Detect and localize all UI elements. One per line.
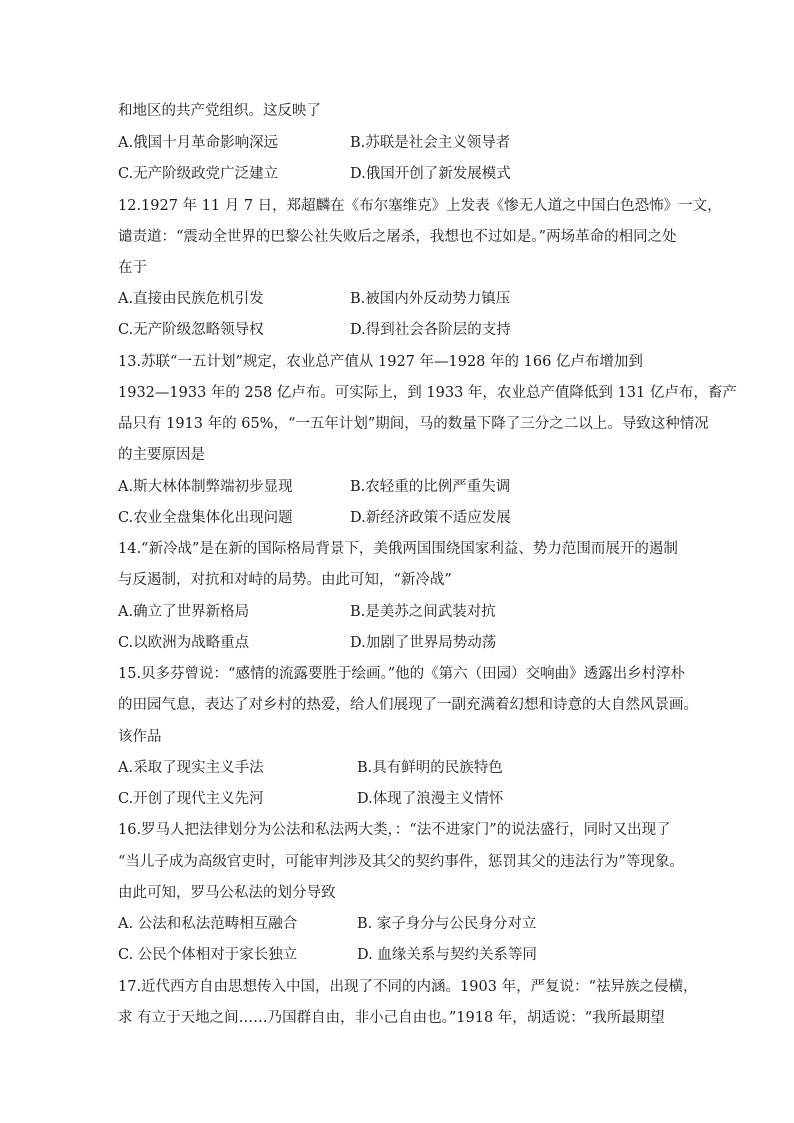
q13-option-c: C.农业全盘集体化出现问题: [118, 510, 293, 526]
q15-option-c: C.开创了现代主义先河: [118, 791, 264, 807]
q16-option-a: A. 公法和私法范畴相互融合: [118, 916, 298, 932]
q12-stem-line-3: 在于: [118, 260, 147, 276]
q13-option-b: B.农轻重的比例严重失调: [350, 479, 511, 495]
q16-stem-line-3: 由此可知，罗马公私法的划分导致: [118, 885, 336, 901]
q11-option-b: B.苏联是社会主义领导者: [350, 135, 511, 151]
q13-option-a: A.斯大林体制弊端初步显现: [118, 479, 293, 495]
q17-stem-line-1: 17.近代西方自由思想传入中国，出现了不同的内涵。1903 年，严复说：“祛异族之侵横，: [118, 979, 698, 995]
q16-option-b: B. 家子身分与公民身分对立: [357, 916, 537, 932]
q13-option-d: D.新经济政策不适应发展: [350, 510, 511, 526]
q12-stem-line-1: 12.1927 年 11 月 7 日，郑超麟在《布尔塞维克》上发表《惨无人道之中国白色恐怖》一文，: [118, 198, 722, 214]
q16-option-c: C. 公民个体相对于家长独立: [118, 947, 298, 963]
q15-stem-line-3: 该作品: [118, 729, 162, 745]
q14-option-a: A.确立了世界新格局: [118, 604, 250, 620]
q12-stem-line-2: 谴责道：“震动全世界的巴黎公社失败后之屠杀，我想也不过如是。”两场革命的相同之处: [118, 229, 677, 245]
q13-stem-line-3: 品只有 1913 年的 65%，“一五年计划”期间，马的数量下降了三分之二以上。导致这种情况: [118, 416, 709, 432]
q14-option-b: B.是美苏之间武装对抗: [350, 604, 496, 620]
q15-stem-line-1: 15.贝多芬曾说：“感情的流露要胜于绘画。”他的《第六（田园）交响曲》透露出乡村淳朴: [118, 666, 686, 682]
q12-option-c: C.无产阶级忽略领导权: [118, 322, 264, 338]
q15-option-b: B.具有鲜明的民族特色: [357, 760, 503, 776]
q16-option-d: D. 血缘关系与契约关系等同: [357, 947, 537, 963]
q15-option-a: A.采取了现实主义手法: [118, 760, 264, 776]
q17-stem-line-2: 求 有立于天地之间……乃国群自由，非小己自由也。”1918 年，胡适说：“我所最期望: [118, 1010, 665, 1026]
q12-option-d: D.得到社会各阶层的支持: [350, 322, 511, 338]
q16-stem-line-1: 16.罗马人把法律划分为公法和私法两大类，：“法不进家门”的说法盛行，同时又出现了: [118, 822, 671, 838]
q11-stem-line: 和地区的共产党组织。这反映了: [118, 103, 321, 119]
q13-stem-line-4: 的主要原因是: [118, 447, 205, 463]
q12-option-a: A.直接由民族危机引发: [118, 291, 264, 307]
q13-stem-line-2: 1932—1933 年的 258 亿卢布。可实际上，到 1933 年，农业总产值降低到 131 亿卢布，畜产: [118, 385, 737, 401]
q15-stem-line-2: 的田园气息，表达了对乡村的热爱，给人们展现了一副充满着幻想和诗意的大自然风景画。: [118, 697, 698, 713]
q14-option-c: C.以欧洲为战略重点: [118, 635, 250, 651]
q16-stem-line-2: “当儿子成为高级官吏时，可能审判涉及其父的契约事件，惩罚其父的违法行为”等现象。: [118, 854, 684, 870]
q11-option-a: A.俄国十月革命影响深远: [118, 135, 279, 151]
q14-stem-line-2: 与反遏制，对抗和对峙的局势。由此可知，“新冷战”: [118, 572, 452, 588]
q15-option-d: D.体现了浪漫主义情怀: [357, 791, 504, 807]
q14-option-d: D.加剧了世界局势动荡: [350, 635, 497, 651]
q11-option-c: C.无产阶级政党广泛建立: [118, 166, 279, 182]
q11-option-d: D.俄国开创了新发展模式: [350, 166, 511, 182]
q13-stem-line-1: 13.苏联“一五计划”规定，农业总产值从 1927 年—1928 年的 166 亿卢布增加到: [118, 354, 643, 370]
q14-stem-line-1: 14.“新冷战”是在新的国际格局背景下，美俄两国围绕国家利益、势力范围而展开的遏制: [118, 541, 678, 557]
q12-option-b: B.被国内外反动势力镇压: [350, 291, 511, 307]
